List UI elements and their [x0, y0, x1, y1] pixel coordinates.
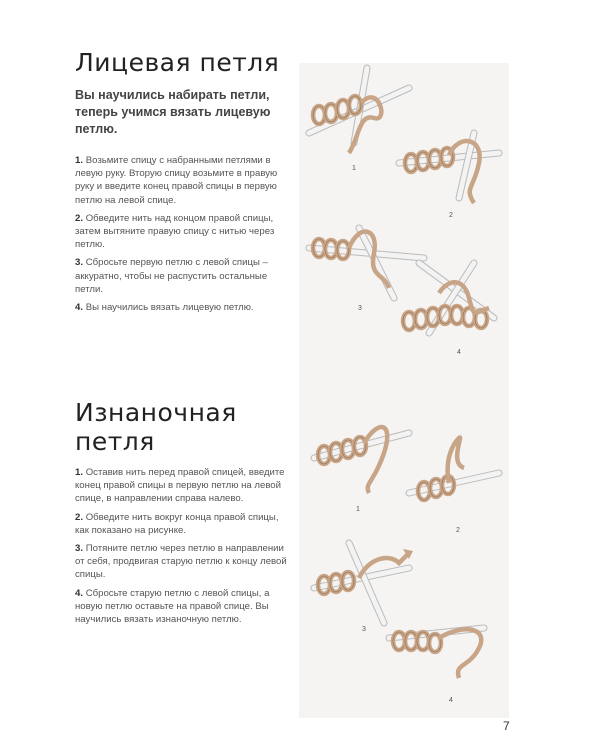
- step-text: Оставив нить перед правой спицей, введите конец правой спицы в первую петлю на левой спице, в направлении справа налево.: [75, 467, 285, 505]
- step-number: 1.: [75, 155, 84, 166]
- step-text: Обведите нить над концом правой спицы, затем вытяните правую спицу с нитью через петлю.: [75, 212, 275, 251]
- step-text: Сбросьте старую петлю с левой спицы, а новую петлю оставьте на правой спице. Вы научились вязать изнаночную петлю.: [75, 587, 270, 626]
- step-text: Сбросьте первую петлю с левой спицы – аккуратно, чтобы не распустить остальные петли.: [75, 257, 268, 295]
- knit-step-2: [75, 212, 290, 252]
- knit-step-4: [75, 301, 290, 314]
- knit-caption-4: 4: [457, 349, 461, 356]
- knit-figure-1: [309, 68, 409, 153]
- purl-figure-2: [409, 437, 499, 500]
- knit-figure-4: [403, 263, 494, 333]
- purl-step-1: [75, 466, 290, 506]
- purl-caption-2: 2: [456, 527, 460, 534]
- purl-caption-1: 1: [356, 506, 360, 513]
- purl-caption-4: 4: [449, 697, 453, 704]
- knit-step-3: [75, 256, 290, 296]
- step-number: 2.: [75, 212, 84, 224]
- purl-step-3: [75, 542, 290, 582]
- purl-figure-3: [314, 543, 413, 623]
- knit-step-1: [75, 154, 290, 207]
- knit-figure-2: [399, 133, 499, 203]
- knit-caption-1: 1: [352, 165, 356, 172]
- step-text: Возьмите спицу с набранными петлями в левую руку. Вторую спицу возьмите в правую руку и введите конец правой спицы в первую петлю на левой спице.: [75, 155, 278, 206]
- step-text: Вы научились вязать лицевую петлю.: [85, 302, 254, 314]
- step-number: 4.: [75, 587, 84, 599]
- knit-intro: Вы научились набирать петли, теперь учимся вязать лицевую петлю.: [75, 88, 271, 136]
- knitting-illustrations: [299, 63, 509, 718]
- purl-step-2: [75, 511, 290, 537]
- step-number: 3.: [75, 543, 84, 555]
- purl-step-4: [75, 587, 290, 627]
- step-text: Обведите нить вокруг конца правой спицы, как показано на рисунке.: [75, 511, 279, 536]
- knit-title: Лицевая петля: [75, 48, 280, 77]
- step-number: 1.: [75, 467, 84, 478]
- knit-caption-3: 3: [358, 305, 362, 312]
- purl-caption-3: 3: [362, 626, 366, 633]
- step-number: 4.: [75, 302, 84, 314]
- purl-stitch-section: [75, 398, 290, 631]
- step-number: 3.: [75, 257, 84, 269]
- purl-figure-1: [314, 427, 409, 493]
- step-number: 2.: [75, 511, 84, 523]
- page-number: 7: [503, 719, 510, 733]
- knit-figure-3: [309, 228, 424, 298]
- purl-title: Изнаночная петля: [75, 398, 237, 456]
- step-text: Потяните петлю через петлю в направлении от себя, продвигая старую петлю к концу левой спицы.: [75, 543, 287, 581]
- purl-figure-4: [389, 628, 484, 678]
- knit-stitch-section: [75, 48, 290, 319]
- knit-caption-2: 2: [449, 212, 453, 219]
